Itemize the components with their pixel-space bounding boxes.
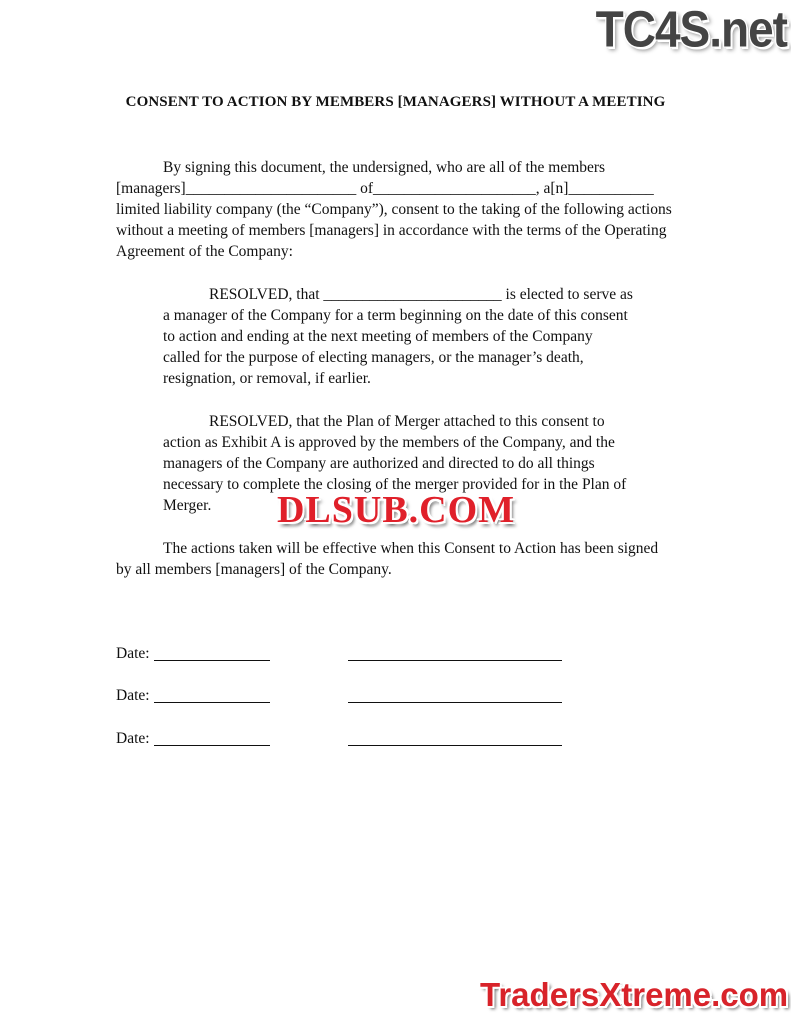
intro-line-4: without a meeting of members [managers] in accordance with the terms of the Operating xyxy=(116,222,667,239)
closing-line-1: The actions taken will be effective when this Consent to Action has been signed xyxy=(163,540,659,557)
closing-line-2: by all members [managers] of the Company. xyxy=(116,561,392,578)
resolution-1-line-4: called for the purpose of electing managers, or the manager’s death, xyxy=(163,349,584,366)
intro-line-2: [managers]______________________ of_____________________, a[n]___________ xyxy=(116,180,654,197)
resolution-2-line-3: managers of the Company are authorized and directed to do all things xyxy=(163,455,595,472)
date-label: Date: xyxy=(116,645,150,662)
resolution-1-line-2: a manager of the Company for a term beginning on the date of this consent xyxy=(163,307,628,324)
watermark-dlsub: DLSUB.COM xyxy=(276,489,516,531)
resolution-1-line-3: to action and ending at the next meeting of members of the Company xyxy=(163,328,593,345)
date-label: Date: xyxy=(116,730,150,747)
resolution-1-line-5: resignation, or removal, if earlier. xyxy=(163,370,371,387)
document-title: CONSENT TO ACTION BY MEMBERS [MANAGERS] WITHOUT A MEETING xyxy=(125,94,666,110)
resolution-2-line-5: Merger. xyxy=(163,497,212,514)
date-blank-line[interactable] xyxy=(154,686,270,703)
intro-line-5: Agreement of the Company: xyxy=(116,243,293,260)
watermark-tc4s: TC4S.net xyxy=(595,0,787,58)
date-blank-line[interactable] xyxy=(154,729,270,746)
intro-line-1: By signing this document, the undersigned, who are all of the members xyxy=(163,159,606,176)
resolution-1-line-1: RESOLVED, that _______________________ is elected to serve as xyxy=(209,286,633,303)
signature-blank-line[interactable] xyxy=(348,644,562,661)
resolution-2-line-2: action as Exhibit A is approved by the members of the Company, and the xyxy=(163,434,615,451)
resolution-2-line-4: necessary to complete the closing of the merger provided for in the Plan of xyxy=(163,476,627,493)
signature-blank-line[interactable] xyxy=(348,686,562,703)
date-label: Date: xyxy=(116,687,150,704)
resolution-2-line-1: RESOLVED, that the Plan of Merger attached to this consent to xyxy=(209,413,605,430)
intro-line-3: limited liability company (the “Company”), consent to the taking of the following actions xyxy=(116,201,672,218)
date-blank-line[interactable] xyxy=(154,644,270,661)
signature-blank-line[interactable] xyxy=(348,729,562,746)
watermark-tradersxtreme: TradersXtreme.com xyxy=(480,976,789,1013)
